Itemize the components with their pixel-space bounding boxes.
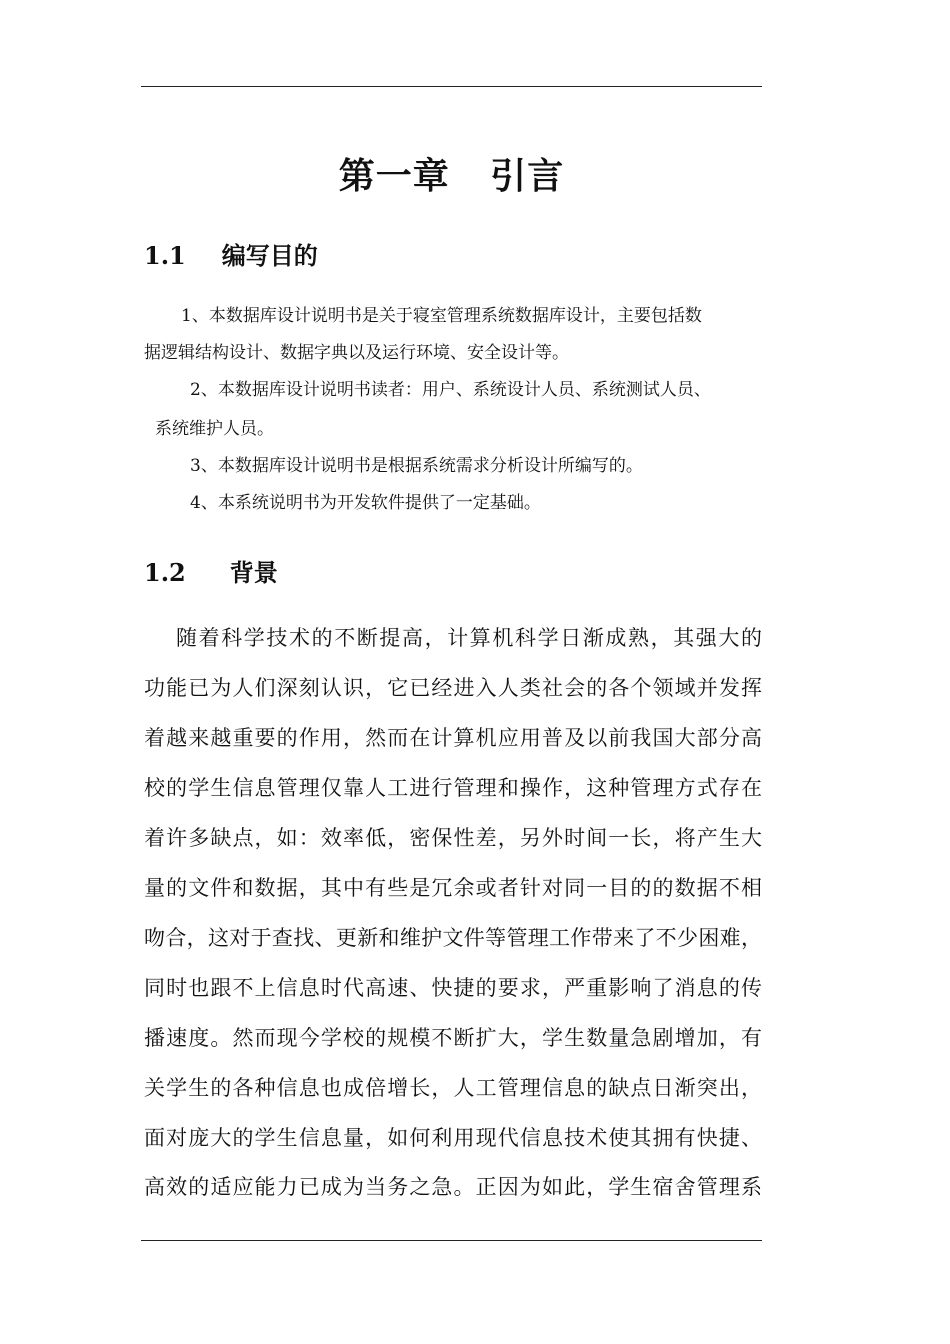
header-rule [141,86,762,87]
footer-rule [141,1240,762,1241]
paragraph-line: 量的文件和数据，其中有些是冗余或者针对同一目的的数据不相 [144,876,764,900]
section-title: 编写目的 [221,241,318,270]
paragraph-line: 关学生的各种信息也成倍增长，人工管理信息的缺点日渐突出， [144,1076,764,1100]
paragraph-line: 功能已为人们深刻认识，它已经进入人类社会的各个领域并发挥 [144,676,764,700]
list-item-1-line-2: 据逻辑结构设计、数据字典以及运行环境、安全设计等。 [144,343,569,363]
paragraph-line: 高效的适应能力已成为当务之急。正因为如此，学生宿舍管理系 [144,1175,764,1199]
chapter-title: 第一章 引言 [338,155,565,197]
list-item-3: 3、本数据库设计说明书是根据系统需求分析设计所编写的。 [190,456,643,476]
list-item-4: 4、本系统说明书为开发软件提供了一定基础。 [190,493,541,513]
paragraph-line: 吻合，这对于查找、更新和维护文件等管理工作带来了不少困难， [144,926,763,950]
paragraph-line: 随着科学技术的不断提高，计算机科学日渐成熟，其强大的 [176,626,764,650]
list-item-1-line-1: 1、本数据库设计说明书是关于寝室管理系统数据库设计，主要包括数 [181,306,702,326]
paragraph-line: 着越来越重要的作用，然而在计算机应用普及以前我国大部分高 [144,726,764,750]
paragraph-line: 校的学生信息管理仅靠人工进行管理和操作，这种管理方式存在 [144,776,764,800]
section-number: 1.2 [144,558,186,587]
paragraph-line: 播速度。然而现今学校的规模不断扩大，学生数量急剧增加，有 [144,1026,764,1050]
paragraph-line: 着许多缺点，如：效率低，密保性差，另外时间一长，将产生大 [144,826,764,850]
paragraph-line: 面对庞大的学生信息量，如何利用现代信息技术使其拥有快捷、 [144,1126,764,1150]
section-heading-1-1 [144,236,318,271]
list-item-2-line-2: 系统维护人员。 [155,419,274,439]
section-heading-1-2 [144,553,278,588]
section-number: 1.1 [144,241,186,270]
list-item-2-line-1: 2、本数据库设计说明书读者：用户、系统设计人员、系统测试人员、 [190,380,711,400]
section-title: 背景 [229,558,278,587]
paragraph-line: 同时也跟不上信息时代高速、快捷的要求，严重影响了消息的传 [144,976,764,1000]
